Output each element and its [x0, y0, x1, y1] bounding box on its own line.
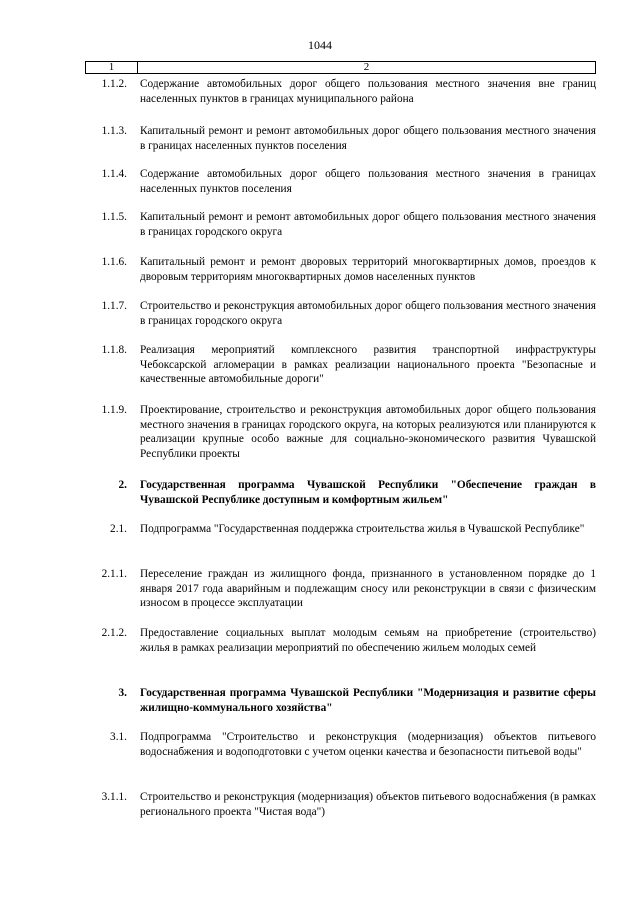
page-number: 1044 — [308, 38, 332, 52]
row-number: 1.1.2. — [101, 78, 127, 90]
row-number: 2. — [118, 479, 127, 491]
row-number: 3.1. — [110, 731, 127, 743]
row-number: 1.1.4. — [101, 168, 127, 180]
row-text: Капитальный ремонт и ремонт дворовых территорий многоквартирных домов, проездов к дворовым территориям многоквартирных домов населенных пунктов — [140, 256, 596, 283]
row-number: 1.1.7. — [101, 300, 127, 312]
row-text: Подпрограмма "Строительство и реконструкция (модернизация) объектов питьевого водоснабжения и водоподготовки с учетом оценки качества и безопасности питьевой воды" — [140, 731, 596, 758]
row-number: 2.1.1. — [101, 568, 127, 580]
row-text: Строительство и реконструкция автомобильных дорог общего пользования местного значения в границах городского округа — [140, 300, 596, 327]
row-text: Подпрограмма "Государственная поддержка строительства жилья в Чувашской Республике" — [140, 523, 585, 535]
row-number: 1.1.6. — [101, 256, 127, 268]
row-text: Государственная программа Чувашской Республики "Обеспечение граждан в Чувашской Республике доступным и комфортным жильем" — [140, 479, 596, 506]
row-text: Капитальный ремонт и ремонт автомобильных дорог общего пользования местного значения в границах населенных пунктов поселения — [140, 125, 596, 152]
row-number: 1.1.3. — [101, 125, 127, 137]
row-number: 1.1.9. — [101, 404, 127, 416]
row-text: Содержание автомобильных дорог общего пользования местного значения вне границ населенных пунктов в границах муниципального района — [140, 78, 596, 105]
row-number: 1.1.5. — [101, 211, 127, 223]
row-text: Предоставление социальных выплат молодым семьям на приобретение (строительство) жилья в рамках реализации мероприятий по обеспечению жильем молодых семей — [140, 627, 596, 654]
row-number: 3. — [118, 687, 127, 699]
row-text: Государственная программа Чувашской Республики "Модернизация и развитие сферы жилищно-коммунального хозяйства" — [140, 687, 596, 714]
row-number: 3.1.1. — [101, 791, 127, 803]
header-col-1: 1 — [86, 62, 138, 73]
row-text: Содержание автомобильных дорог общего пользования местного значения в границах населенных пунктов поселения — [140, 168, 596, 195]
row-number: 2.1. — [110, 523, 127, 535]
row-text: Проектирование, строительство и реконструкция автомобильных дорог общего пользования местного значения в границах городского округа, на которых реализуются или планируются к реализации крупные особо важные для социально-экономического развития Чувашской Республики проекты — [140, 404, 596, 460]
header-col-2: 2 — [363, 61, 370, 73]
row-number: 1.1.8. — [101, 344, 127, 356]
row-text: Переселение граждан из жилищного фонда, признанного в установленном порядке до 1 января 2017 года аварийным и подлежащим сносу или реконструкции в связи с физическим износом в процессе эксплуатации — [140, 568, 596, 610]
row-number: 2.1.2. — [101, 627, 127, 639]
row-text: Реализация мероприятий комплексного развития транспортной инфраструктуры Чебоксарской агломерации в рамках реализации национального проекта "Безопасные и качественные автомобильные дороги" — [140, 344, 596, 386]
row-text: Капитальный ремонт и ремонт автомобильных дорог общего пользования местного значения в границах городского округа — [140, 211, 596, 238]
row-text: Строительство и реконструкция (модернизация) объектов питьевого водоснабжения (в рамках регионального проекта "Чистая вода") — [140, 791, 596, 818]
table-header — [85, 61, 596, 74]
